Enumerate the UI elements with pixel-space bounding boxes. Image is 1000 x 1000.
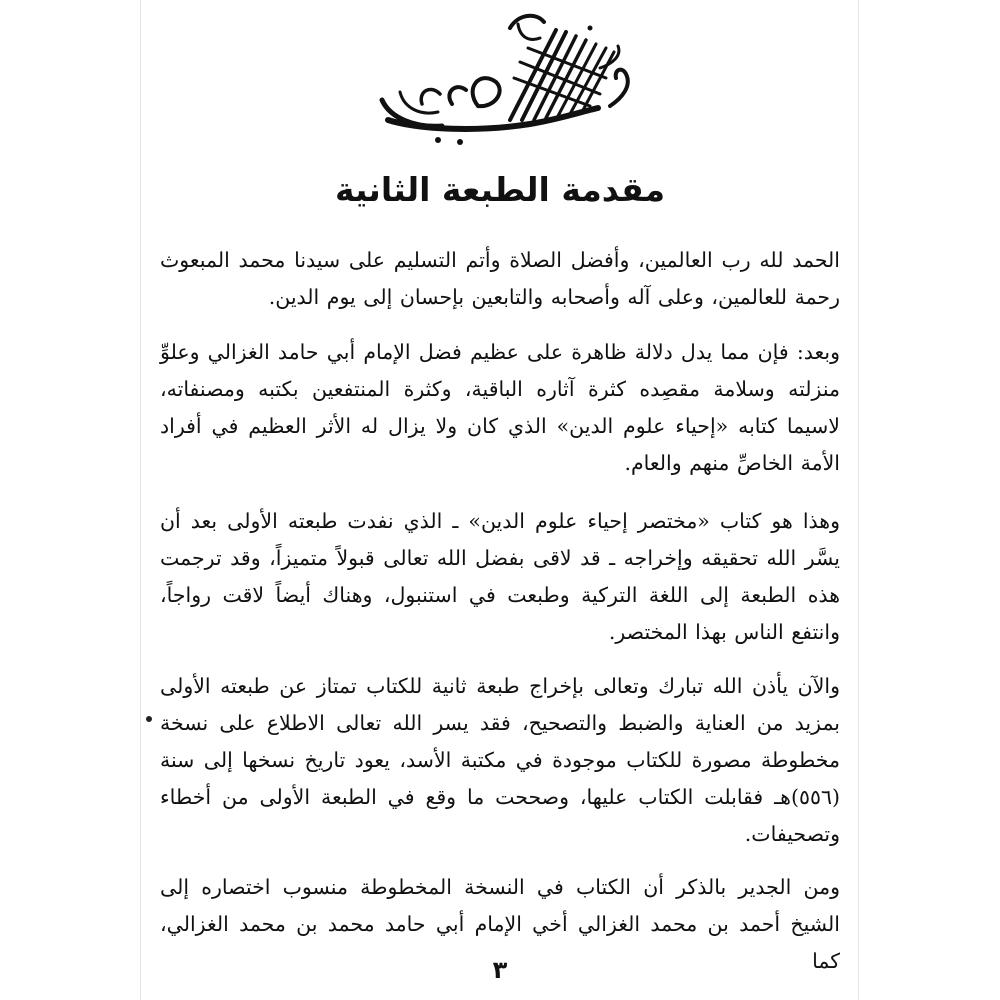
page-right-edge (858, 0, 859, 1000)
margin-dot (146, 716, 152, 722)
paragraph-4: والآن يأذن الله تبارك وتعالى بإخراج طبعة ثانية للكتاب تمتاز عن طبعته الأولى بمزيد من العناية والضبط والتصحيح، فقد يسر الله تعالى الاطلاع على نسخة مخطوطة مصورة للكتاب موجودة في مكتبة الأسد، يعود تاريخ نسخها إلى سنة (٥٥٦)هـ فقابلت الكتاب عليها، وصححت ما وقع في الطبعة الأولى من أخطاء وتصحيفات. (160, 674, 840, 846)
paragraph-1: الحمد لله رب العالمين، وأفضل الصلاة وأتم التسليم على سيدنا محمد المبعوث رحمة للعالمين، وعلى آله وأصحابه والتابعين بإحسان إلى يوم الدين. (160, 248, 840, 309)
paragraph-3: وهذا هو كتاب «مختصر إحياء علوم الدين» ـ الذي نفدت طبعته الأولى بعد أن يسَّر الله تحقيقه وإخراجه ـ قد لاقى بفضل الله تعالى قبولاً متميزاً، وقد ترجمت هذه الطبعة إلى اللغة التركية وطبعت في استنبول، وهناك أيضاً لاقت رواجاً، وانتفع الناس بهذا المختصر. (160, 509, 840, 644)
paragraph-5: ومن الجدير بالذكر أن الكتاب في النسخة المخطوطة منسوب اختصاره إلى الشيخ أحمد بن محمد الغزالي أخي الإمام أبي حامد محمد بن محمد الغزالي، كما (160, 875, 840, 973)
paragraph-2: وبعد: فإن مما يدل دلالة ظاهرة على عظيم فضل الإمام أبي حامد الغزالي وعلوِّ منزلته وسلامة مقصِده كثرة آثاره الباقية، وكثرة المنتفعين بكتبه ومصنفاته، لاسيما كتابه «إحياء علوم الدين» الذي كان ولا يزال له الأثر العظيم في أفراد الأمة الخاصِّ منهم والعام. (160, 340, 840, 475)
page-heading: مقدمة الطبعة الثانية (334, 170, 666, 209)
page-number: ٣ (492, 956, 508, 984)
basmala-calligraphy-icon (360, 8, 650, 158)
page-left-edge (140, 0, 141, 1000)
